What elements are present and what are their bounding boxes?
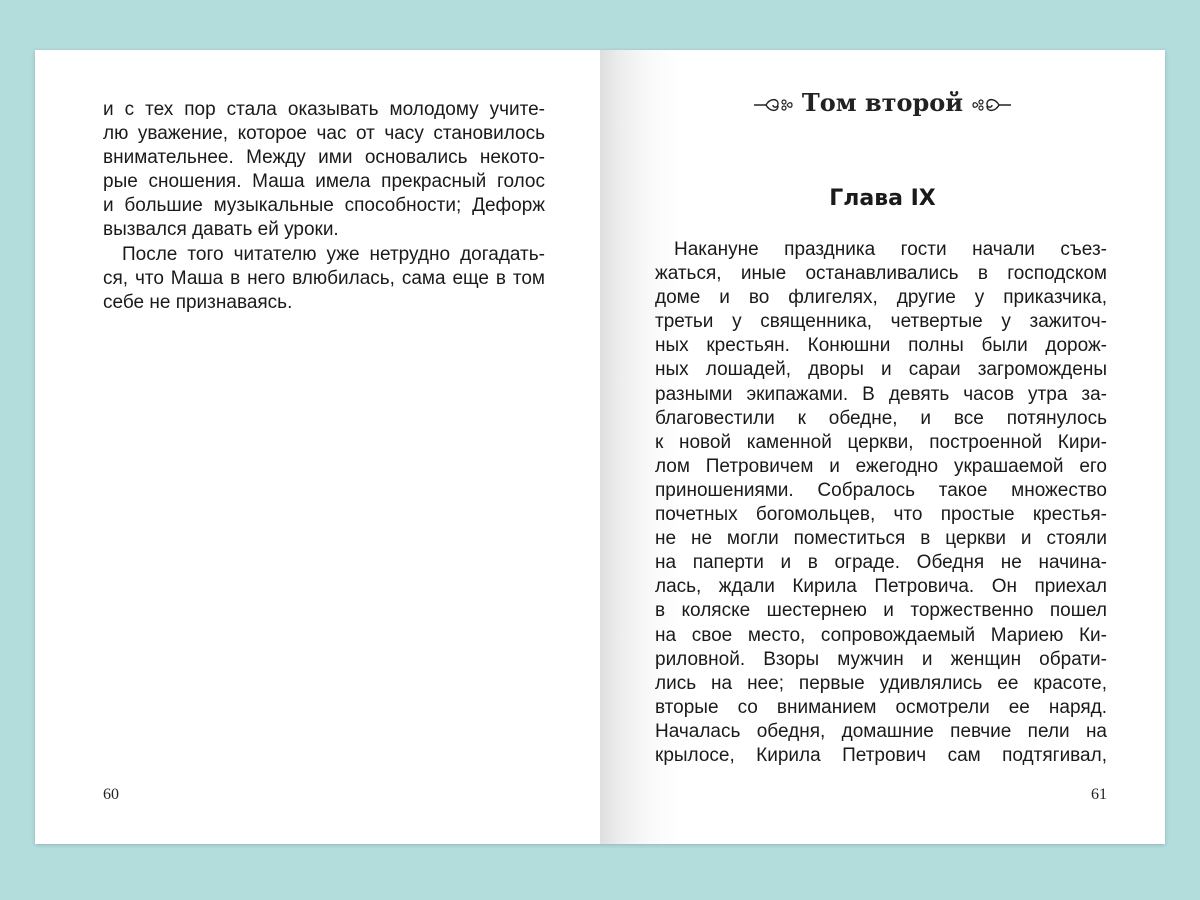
text-line: к новой каменной церкви, построенной Кири- xyxy=(655,431,1107,453)
text-line: ся, что Маша в него влюбилась, сама еще в том xyxy=(103,267,545,289)
page-number-left: 60 xyxy=(103,786,119,803)
text-line: на паперти и в ограде. Обедня не начина- xyxy=(655,552,1107,574)
text-line: лись на нее; первые удивлялись ее красоте, xyxy=(655,672,1107,694)
text-line: жаться, иные останавливались в господском xyxy=(655,263,1107,285)
text-line: крылосе, Кирила Петрович сам подтягивал, xyxy=(655,744,1107,766)
text-line: приношениями. Собралось такое множество xyxy=(655,479,1107,501)
text-line: вторые со вниманием осмотрели ее наряд. xyxy=(655,696,1107,718)
ornament-left-icon xyxy=(754,96,794,114)
text-line: в коляске шестернею и торжественно пошел xyxy=(655,600,1107,622)
text-line: лом Петровичем и ежегодно украшаемой его xyxy=(655,455,1107,477)
text-line: на свое место, сопровождаемый Мариею Ки- xyxy=(655,624,1107,646)
ornament-right-icon xyxy=(971,96,1011,114)
page-number-right: 61 xyxy=(1091,786,1107,803)
right-page xyxy=(600,50,1165,844)
text-line: третьи у священника, четвертые у зажиточ- xyxy=(655,311,1107,333)
text-line: благовестили к обедне, и все потянулось xyxy=(655,407,1107,429)
text-line: ных крестьян. Конюшни полны были дорож- xyxy=(655,335,1107,357)
text-line: доме и во флигелях, другие у приказчика, xyxy=(655,287,1107,309)
text-line: и большие музыкальные способности; Дефорж xyxy=(103,195,545,217)
text-line: себе не признаваясь. xyxy=(103,291,293,313)
volume-header xyxy=(600,88,1165,117)
text-line: вызвался давать ей уроки. xyxy=(103,219,339,241)
text-line: После того читателю уже нетрудно догадать- xyxy=(122,243,545,265)
left-page xyxy=(35,50,600,844)
text-line: и с тех пор стала оказывать молодому учите- xyxy=(103,99,545,120)
text-line: разными экипажами. В девять часов утра за- xyxy=(655,383,1107,405)
text-line: почетных богомольцев, что простые крестья- xyxy=(655,504,1107,526)
text-line: Накануне праздника гости начали съез- xyxy=(674,239,1107,260)
volume-title: Том второй xyxy=(801,88,964,117)
text-line: Началась обедня, домашние певчие пели на xyxy=(655,720,1107,742)
text-line: не не могли поместиться в церкви и стояли xyxy=(655,528,1107,550)
text-line: лась, ждали Кирила Петровича. Он приехал xyxy=(655,576,1107,598)
chapter-title: Глава IX xyxy=(829,186,936,211)
text-line: риловной. Взоры мужчин и женщин обрати- xyxy=(655,648,1107,670)
right-page-text xyxy=(655,238,1107,768)
text-line: рые сношения. Маша имела прекрасный голос xyxy=(103,171,545,193)
open-book xyxy=(35,50,1165,844)
text-line: внимательнее. Между ими основались некото- xyxy=(103,147,545,169)
text-line: ных лошадей, дворы и сараи загромождены xyxy=(655,359,1107,381)
text-line: лю уважение, которое час от часу становилось xyxy=(103,123,545,145)
left-page-text xyxy=(103,98,545,315)
